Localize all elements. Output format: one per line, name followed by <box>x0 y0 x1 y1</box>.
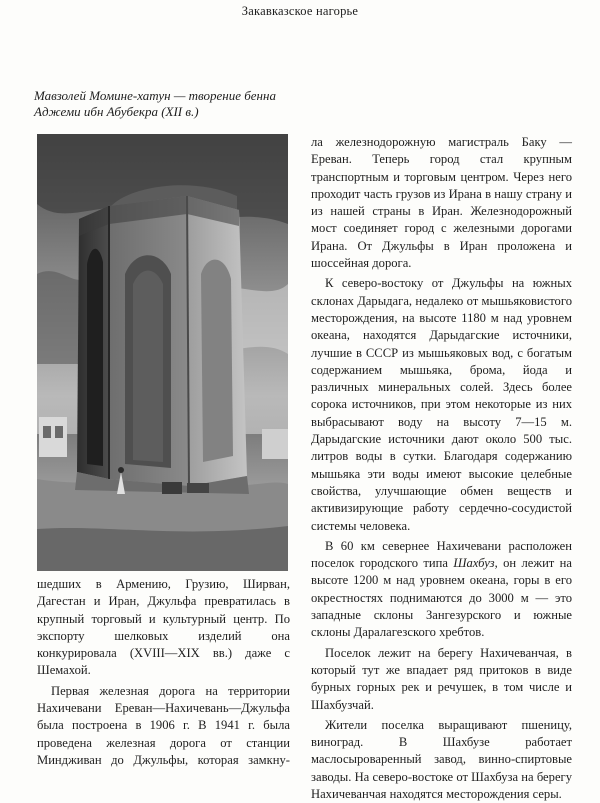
mausoleum-photo <box>37 134 288 571</box>
place-name-emphasis: Шахбуз <box>453 556 495 571</box>
photo-caption <box>34 88 304 120</box>
running-header: Закавказское нагорье <box>241 4 359 18</box>
left-text-column <box>37 576 290 769</box>
tower <box>75 185 249 494</box>
paragraph: Жители поселка выращивают пшеницу, виноград. В Шахбузе работает маслосыроваренный завод, винно-спиртовые заводы. На северо-востоке от Шахбуза на берегу Нахичеванчая находятся месторождения серы. <box>311 717 572 801</box>
caption-line-2: Аджеми ибн Абубекра (XII в.) <box>34 104 199 119</box>
paragraph-text: , он лежит на высоте 1200 м над уровнем океана, горы в его окрестностях поднимаются до 3000 м — это западные склоны Зангезурского и южные склоны Даралагезского хребтов. <box>311 556 573 640</box>
caption-line-1: Мавзолей Момине-хатун — творение бенна <box>34 88 276 103</box>
paragraph: К северо-востоку от Джульфы на южных склонах Дарыдага, недалеко от мышьяковистого месторождения, на высоте 1180 м над уровнем океана, находятся Дарыдагские источники, лучшие в СССР из мышьяковых вод, с богатым содержанием мышьяка, брома, йода и различных минеральных солей. Здесь более сорока источников, при этом некоторые из них выбрасывают воду на высоту 7—15 м. Дарыдагские источники дают около 500 тыс. литров воды в сутки. Благодаря содержанию мышьяка эти воды имеют высокие целебные свойства, улучшающие обмен веществ и активизирующие работу сердечно-сосудистой системы человека. <box>311 276 572 533</box>
paragraph: Первая железная дорога на территории Нахичевани Ереван—Нахичевань—Джульфа была построена в 1906 г. В 1941 г. была проведена железная дорога от станции Миндживан до Джульфы, которая замкну- <box>37 683 290 767</box>
paragraph: ла железнодорожную магистраль Баку — Ереван. Теперь город стал крупным транспортным и торговым центром. Через него проходит часть грузов из Ирана в нашу страну и из нашей страны в Иран. Железнодорожный мост соединяет город с железными дорогами Ирана. От Джульфы в Иран проложена и шоссейная дорога. <box>311 135 572 271</box>
paragraph: Поселок лежит на берегу Нахичеванчая, в который тут же впадает ряд притоков в виде бурных горных рек и речушек, в том числе и Шахбузчай. <box>311 645 572 712</box>
right-text-column <box>311 134 572 803</box>
paragraph-text: В 60 км севернее Нахичевани расположен поселок городского типа <box>311 538 572 571</box>
paragraph <box>311 538 572 642</box>
paragraph: шедших в Армению, Грузию, Ширван, Дагестан и Иран, Джульфа превратилась в крупный торговый и культурный центр. По экспорту шелковых изделий она конкурировала (XVIII—XIX вв.) даже с Шемахой. <box>37 577 290 678</box>
